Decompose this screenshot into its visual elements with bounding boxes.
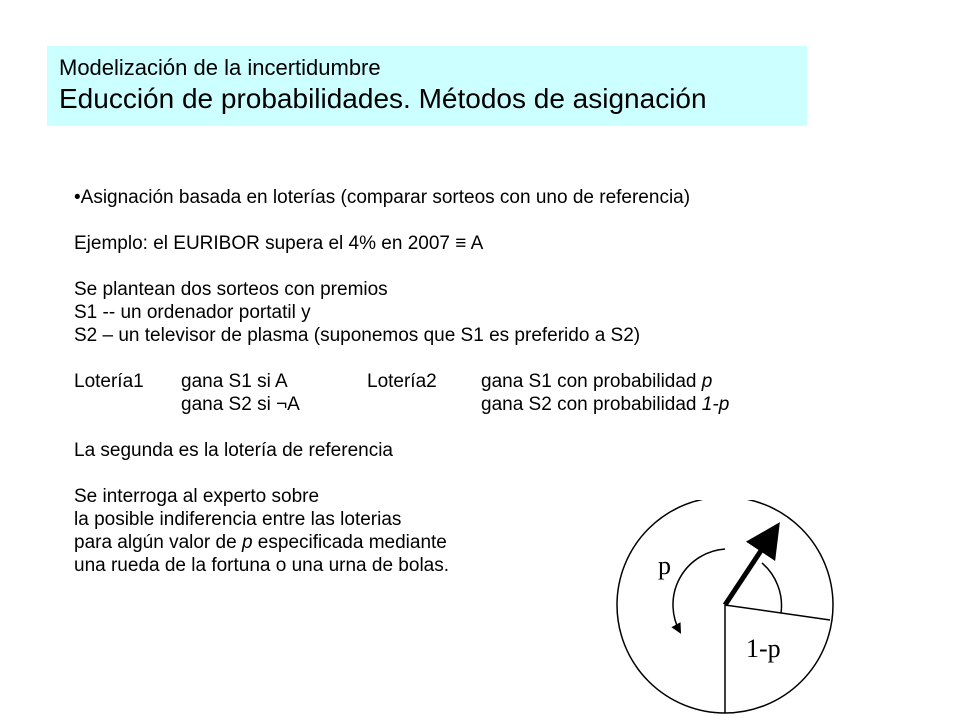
- lottery2-win-s2-var: 1-p: [701, 394, 730, 415]
- expert-line-3: [74, 531, 690, 554]
- expert-line-1: Se interroga al experto sobre: [74, 486, 320, 507]
- lottery2-win-s2: [481, 393, 729, 416]
- lottery-row-2: [74, 393, 730, 416]
- wheel-pointer-arrow: [725, 528, 776, 605]
- slide-title: Educción de probabilidades. Métodos de asignación: [59, 83, 707, 114]
- lottery1-label: Lotería1: [74, 371, 144, 392]
- wheel-radius-right: [725, 605, 830, 620]
- expert-line-4: una rueda de la fortuna o una urna de bolas.: [74, 555, 450, 576]
- header-banner: [47, 46, 807, 126]
- draws-intro: Se plantean dos sorteos con premios: [74, 279, 388, 300]
- probability-arc-arrow: [673, 549, 725, 632]
- example-prefix: Ejemplo: el EURIBOR supera el 4% en 2007: [74, 233, 456, 254]
- complement-arc: [762, 563, 782, 613]
- fortune-wheel-diagram: [600, 500, 850, 715]
- prize-s2: S2 – un televisor de plasma (suponemos que S1 es preferido a S2): [74, 325, 641, 346]
- lottery2-win-s1: [481, 370, 712, 393]
- lottery1-win-s2: gana S2 si ¬A: [181, 394, 300, 415]
- wheel-label-1-minus-p: 1-p: [746, 634, 781, 663]
- expert-line-2: la posible indiferencia entre las loterias: [74, 509, 402, 530]
- example-suffix: A: [466, 233, 484, 254]
- lottery2-win-s2-text: gana S2 con probabilidad: [481, 394, 702, 415]
- equivalence-symbol: ≡: [455, 233, 467, 254]
- slide-body: [74, 186, 730, 577]
- expert-line-3-suffix: especificada mediante: [252, 532, 447, 553]
- example-line: [74, 232, 690, 255]
- wheel-label-p: p: [658, 551, 671, 580]
- reference-note: La segunda es la lotería de referencia: [74, 440, 393, 461]
- lottery2-win-s1-var: p: [701, 371, 713, 392]
- expert-line-3-prefix: para algún valor de: [74, 532, 242, 553]
- lottery2-label: Lotería2: [367, 371, 437, 392]
- prize-s1: S1 -- un ordenador portatil y: [74, 302, 311, 323]
- expert-line-3-var: p: [241, 532, 253, 553]
- lottery2-win-s1-text: gana S1 con probabilidad: [481, 371, 702, 392]
- lottery-row-1: [74, 370, 713, 393]
- bullet-lottery-assignment: •Asignación basada en loterías (comparar sorteos con uno de referencia): [74, 187, 691, 208]
- slide-subtitle: Modelización de la incertidumbre: [59, 55, 381, 80]
- lottery1-win-s1: gana S1 si A: [181, 371, 288, 392]
